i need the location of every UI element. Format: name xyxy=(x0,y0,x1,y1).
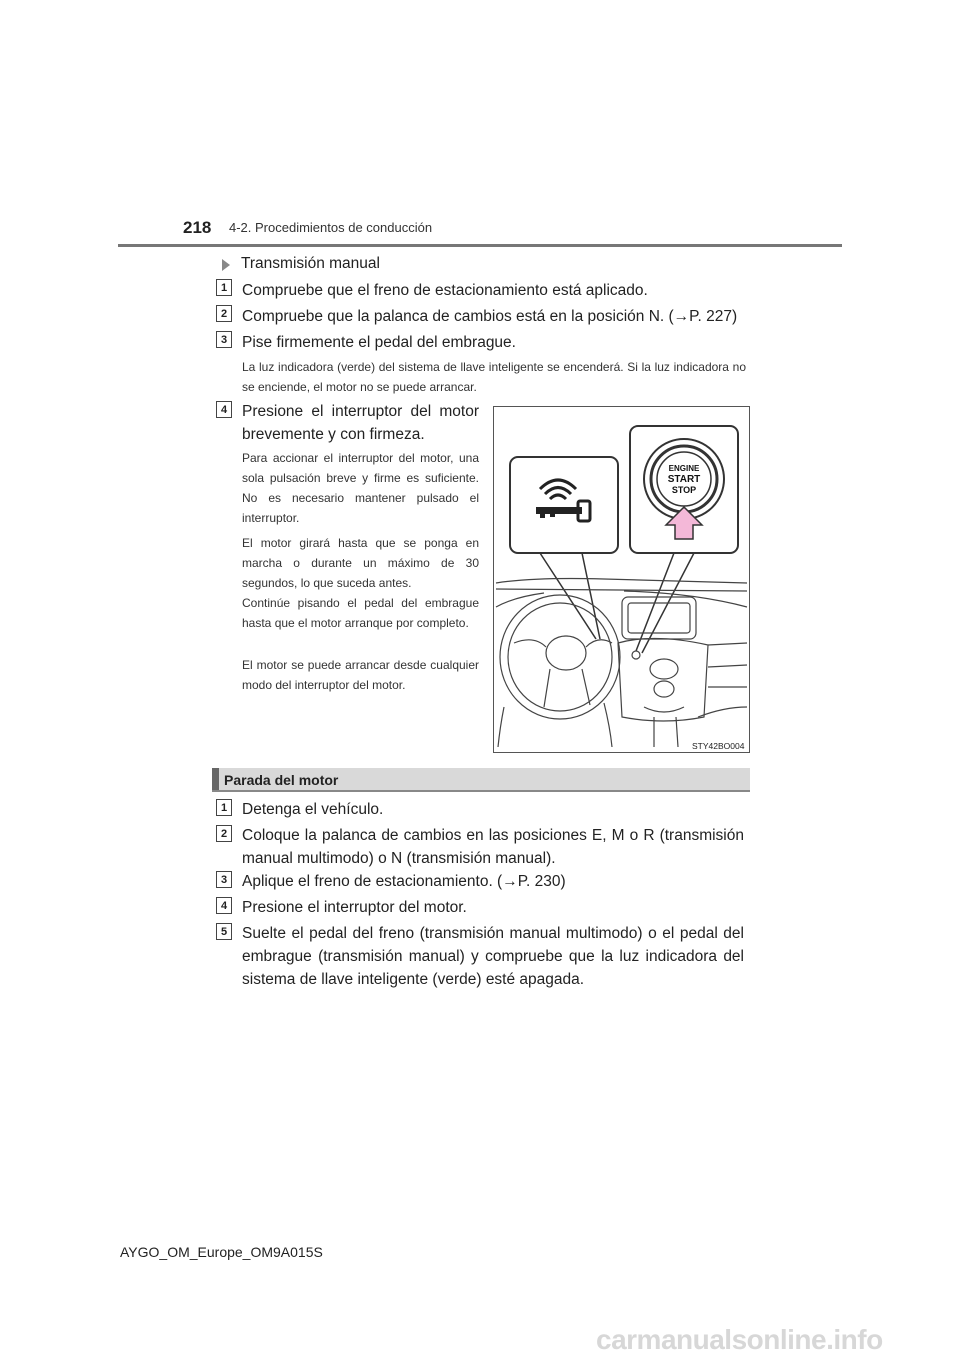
button-label-engine: ENGINE xyxy=(668,464,700,473)
section-band-accent xyxy=(212,768,219,791)
section-title: 4-2. Procedimientos de conducción xyxy=(229,220,433,235)
section-band-title: Parada del motor xyxy=(224,772,339,788)
step-text: Compruebe que la palanca de cambios está en la posición N. (→P. 227) xyxy=(242,308,738,325)
step-badge: 1 xyxy=(216,799,232,816)
subsection-heading: Transmisión manual xyxy=(241,255,380,272)
indicator-callout-box xyxy=(510,457,618,553)
step-badge: 5 xyxy=(216,923,232,940)
step-note: El motor se puede arrancar desde cualquier modo del interruptor del motor. xyxy=(242,658,479,692)
step-text: Presione el interruptor del motor brevemente y con firmeza. xyxy=(242,403,479,443)
step-badge: 4 xyxy=(216,401,232,418)
step-text: Coloque la palanca de cambios en las posiciones E, M o R (transmisión manual multimodo) o N (transmisión manual). xyxy=(242,827,744,867)
step-note: Para accionar el interruptor del motor, una sola pulsación breve y firme es suficiente. No es necesario mantener pulsado el interruptor. xyxy=(242,451,479,525)
step-text: Suelte el pedal del freno (transmisión manual multimodo) o el pedal del embrague (transmisión manual) y compruebe que la luz indicadora del sistema de llave inteligente (verde) esté apagada. xyxy=(242,925,744,988)
document-code: AYGO_OM_Europe_OM9A015S xyxy=(120,1244,323,1260)
step-text: Aplique el freno de estacionamiento. (→P. 230) xyxy=(242,873,566,890)
step-badge: 4 xyxy=(216,897,232,914)
step-badge: 2 xyxy=(216,305,232,322)
page-number: 218 xyxy=(183,218,212,237)
step-badge: 2 xyxy=(216,825,232,842)
dashboard-illustration xyxy=(493,406,750,753)
bullet-arrow-icon xyxy=(222,259,230,271)
step-text: Detenga el vehículo. xyxy=(242,801,384,818)
figure-code: STY42BO004 xyxy=(692,741,745,751)
step-note: Continúe pisando el pedal del embrague hasta que el motor arranque por completo. xyxy=(242,596,479,630)
step-text: Pise firmemente el pedal del embrague. xyxy=(242,334,516,351)
step-text: Presione el interruptor del motor. xyxy=(242,899,467,916)
button-label-start: START xyxy=(667,474,701,485)
step-note: La luz indicadora (verde) del sistema de llave inteligente se encenderá. Si la luz indicadora no se enciende, el motor no se puede arrancar. xyxy=(242,360,746,394)
watermark: carmanualsonline.info xyxy=(596,1324,883,1355)
step-badge: 1 xyxy=(216,279,232,296)
header-rule xyxy=(118,244,842,247)
dashboard-outline xyxy=(496,579,747,748)
section-band-rule xyxy=(212,790,750,792)
step-text: Compruebe que el freno de estacionamiento está aplicado. xyxy=(242,282,648,299)
step-badge: 3 xyxy=(216,331,232,348)
dashboard-drawing xyxy=(494,407,749,752)
step-badge: 3 xyxy=(216,871,232,888)
step-note: El motor girará hasta que se ponga en marcha o durante un máximo de 30 segundos, lo que suceda antes. xyxy=(242,536,479,590)
button-label-stop: STOP xyxy=(671,485,697,495)
